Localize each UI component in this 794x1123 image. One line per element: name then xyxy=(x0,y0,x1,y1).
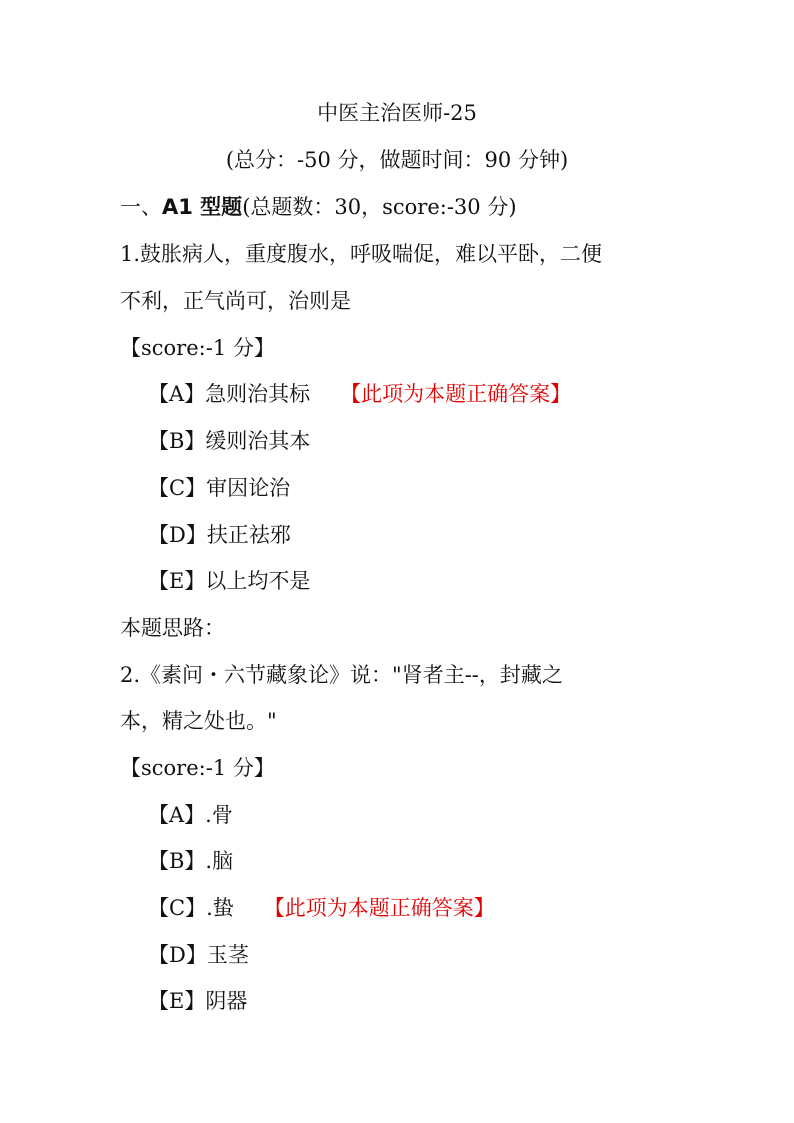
section-info: (总题数：30，score:-30 分) xyxy=(242,195,517,219)
question-2-option-e: 【E】阴器 xyxy=(148,989,248,1013)
correct-answer-tag: 【此项为本题正确答案】 xyxy=(263,896,495,920)
page-title: 中医主治医师-25 xyxy=(317,101,477,125)
correct-answer-tag: 【此项为本题正确答案】 xyxy=(340,382,572,406)
section-heading xyxy=(120,193,517,221)
question-1-option-e: 【E】以上均不是 xyxy=(148,569,311,593)
question-1-score: 【score:-1 分】 xyxy=(120,336,275,360)
question-2-stem-line-1: 2.《素问・六节藏象论》说："肾者主--，封藏之 xyxy=(120,663,563,687)
section-name: A1 型题 xyxy=(162,195,243,219)
question-2-option-b: 【B】.脑 xyxy=(148,849,234,873)
question-1-option-b: 【B】缓则治其本 xyxy=(148,429,311,453)
question-1-option-d: 【D】扶正祛邪 xyxy=(148,523,291,547)
question-2-stem-line-2: 本，精之处也。" xyxy=(120,709,277,733)
question-1-analysis-label: 本题思路： xyxy=(120,616,225,640)
question-1-option-a xyxy=(148,380,571,408)
question-1-stem-line-2: 不利，正气尚可，治则是 xyxy=(120,289,351,313)
question-1-option-c: 【C】审因论治 xyxy=(148,476,291,500)
question-2-option-c xyxy=(148,894,495,922)
section-prefix: 一、 xyxy=(120,195,162,219)
option-label: 【C】.蛰 xyxy=(148,896,234,920)
exam-summary: (总分：-50 分，做题时间：90 分钟) xyxy=(225,148,569,172)
question-1-stem-line-1: 1.鼓胀病人，重度腹水，呼吸喘促，难以平卧，二便 xyxy=(120,242,603,266)
question-2-option-d: 【D】玉茎 xyxy=(148,943,249,967)
option-label: 【A】急则治其标 xyxy=(148,382,311,406)
question-2-score: 【score:-1 分】 xyxy=(120,756,275,780)
question-2-option-a: 【A】.骨 xyxy=(148,803,233,827)
